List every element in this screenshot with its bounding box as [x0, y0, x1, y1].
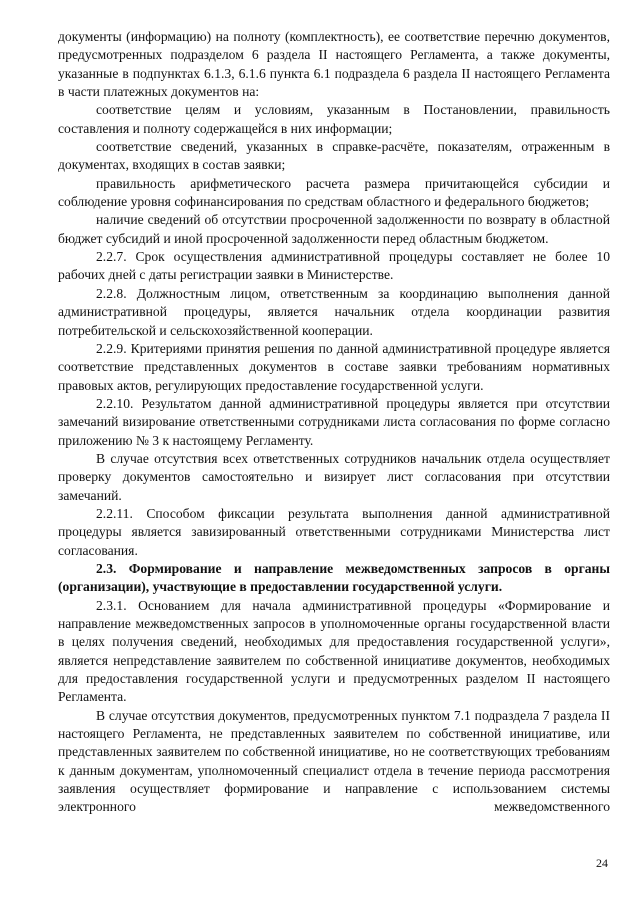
document-page: [58, 28, 610, 817]
section-heading-2-3: 2.3. Формирование и направление межведомственных запросов в органы (организации), участвующие в предоставлении государственной услуги.: [58, 560, 610, 595]
paragraph-2-2-9: 2.2.9. Критериями принятия решения по данной административной процедуре является соответствие представленных документов в составе заявки требованиям нормативных правовых актов, регулирующих предоставление государственной услуги.: [58, 340, 610, 393]
paragraph-2-2-11: 2.2.11. Способом фиксации результата выполнения данной административной процедуры является завизированный ответственными сотрудниками Министерства лист согласования.: [58, 505, 610, 558]
paragraph-check-calculation: правильность арифметического расчета размера причитающейся субсидии и соблюдение уровня софинансирования по средствам областного и федерального бюджетов;: [58, 175, 610, 210]
paragraph-2-2-7: 2.2.7. Срок осуществления административной процедуры составляет не более 10 рабочих дней с даты регистрации заявки в Министерстве.: [58, 249, 610, 283]
paragraph-2-3-1: 2.3.1. Основанием для начала административной процедуры «Формирование и направление межведомственных запросов в уполномоченные органы государственной власти в целях получения сведений, необходимых для предоставления государственной услуги», является непредставление заявителем по собственной инициативе документов, необходимых для предоставления государственной услуги и предусмотренных разделом II настоящего Регламента.: [58, 597, 610, 705]
paragraph-missing-documents: В случае отсутствия документов, предусмотренных пунктом 7.1 подраздела 7 раздела II настоящего Регламента, не представленных заявителем по собственной инициативе, или представленных заявителем по собственной инициативе, но не соответствующих требованиям к данным документам, уполномоченный специалист отдела в течение периода рассмотрения заявления осуществляет формирование и направление с использованием системы электронного межведомственного: [58, 707, 610, 815]
page-number: 24: [596, 856, 608, 870]
paragraph-absence-staff: В случае отсутствия всех ответственных сотрудников начальник отдела осуществляет проверку документов самостоятельно и визирует лист согласования при отсутствии замечаний.: [58, 450, 610, 503]
paragraph-check-debt: наличие сведений об отсутствии просроченной задолженности по возврату в областной бюджет субсидий и иной просроченной задолженности перед областным бюджетом.: [58, 212, 610, 246]
paragraph-check-compliance: соответствие целям и условиям, указанным в Постановлении, правильность составления и полноту содержащейся в них информации;: [58, 102, 610, 136]
paragraph-intro: документы (информацию) на полноту (комплектность), ее соответствие перечню документов, предусмотренных подразделом 6 раздела II настоящего Регламента, а также документы, указанные в подпунктах 6.1.3, 6.1.6 пункта 6.1 подраздела 6 раздела II настоящего Регламента в части платежных документов на:: [58, 29, 610, 100]
paragraph-check-data: соответствие сведений, указанных в справке-расчёте, показателям, отраженным в документах, входящих в состав заявки;: [58, 139, 610, 173]
paragraph-2-2-8: 2.2.8. Должностным лицом, ответственным за координацию выполнения данной административной процедуры, является начальник отдела координации развития потребительской и сельскохозяйственной кооперации.: [58, 285, 610, 338]
paragraph-2-2-10: 2.2.10. Результатом данной административной процедуры является при отсутствии замечаний визирование ответственными сотрудниками листа согласования по форме согласно приложению № 3 к настоящему Регламенту.: [58, 395, 610, 448]
